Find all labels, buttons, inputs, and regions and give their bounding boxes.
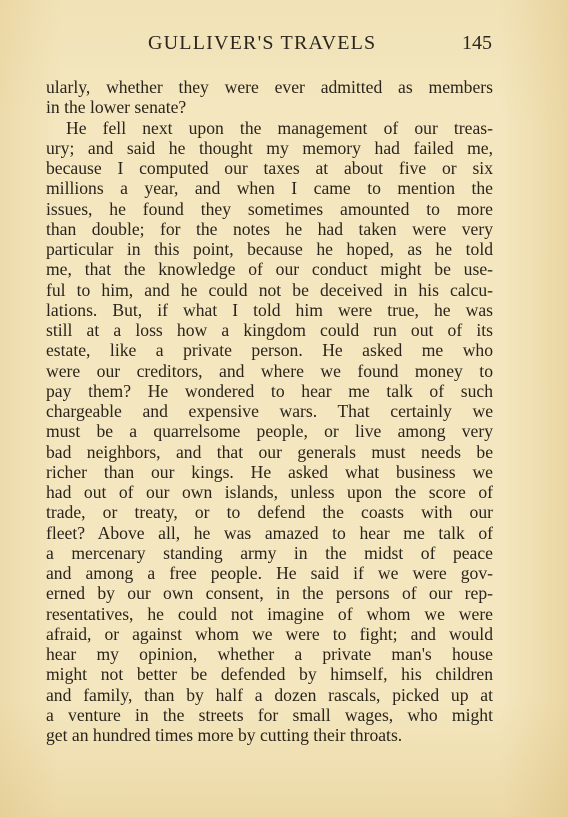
- text-line: He fell next upon the management of our treas-: [66, 117, 493, 138]
- text-line: and among a free people. He said if we were gov-: [46, 563, 493, 583]
- text-line: me, that the knowledge of our conduct might be use-: [46, 259, 493, 280]
- text-line: trade, or treaty, or to defend the coasts with our: [46, 502, 493, 523]
- text-line: fleet? Above all, he was amazed to hear me talk of: [46, 522, 493, 543]
- text-line: richer than our kings. He asked what business we: [46, 461, 493, 482]
- text-line: in the lower senate?: [46, 97, 187, 118]
- text-line: lations. But, if what I told him were true, he was: [46, 299, 493, 320]
- text-line: still at a loss how a kingdom could run out of its: [46, 320, 493, 340]
- text-line: get an hundred times more by cutting their throats.: [46, 725, 403, 745]
- text-line: ful to him, and he could not be deceived in his calcu-: [46, 279, 493, 300]
- text-line: a venture in the streets for small wages, who might: [46, 704, 493, 725]
- text-line: hear my opinion, whether a private man's house: [46, 644, 493, 664]
- page-number: 145: [462, 32, 492, 54]
- text-line: might not better be defended by himself, his children: [46, 664, 493, 685]
- text-line: had out of our own islands, unless upon the score of: [46, 482, 493, 502]
- text-line: erned by our own consent, in the persons of our rep-: [46, 583, 493, 604]
- text-line: pay them? He wondered to hear me talk of such: [46, 380, 493, 401]
- text-line: were our creditors, and where we found money to: [46, 360, 493, 381]
- running-title: GULLIVER'S TRAVELS: [148, 32, 377, 54]
- text-line: issues, he found they sometimes amounted to more: [46, 198, 493, 219]
- text-line: resentatives, he could not imagine of whom we were: [46, 603, 493, 624]
- text-line: ury; and said he thought my memory had failed me,: [46, 137, 493, 158]
- text-line: a mercenary standing army in the midst of peace: [46, 542, 493, 563]
- text-line: particular in this point, because he hoped, as he told: [46, 239, 493, 259]
- body-text: [46, 77, 493, 745]
- running-head: [48, 32, 492, 60]
- text-line: ularly, whether they were ever admitted as members: [46, 77, 493, 97]
- text-line: must be a quarrelsome people, or live among very: [46, 421, 493, 442]
- text-line: estate, like a private person. He asked me who: [46, 340, 493, 361]
- text-line: and family, than by half a dozen rascals, picked up at: [46, 684, 493, 705]
- text-line: bad neighbors, and that our generals must needs be: [46, 441, 493, 462]
- text-line: afraid, or against whom we were to fight; and would: [46, 623, 493, 644]
- text-line: chargeable and expensive wars. That certainly we: [46, 401, 493, 421]
- text-line: because I computed our taxes at about five or six: [46, 158, 493, 178]
- text-line: than double; for the notes he had taken were very: [46, 218, 493, 239]
- text-line: millions a year, and when I came to mention the: [46, 178, 493, 199]
